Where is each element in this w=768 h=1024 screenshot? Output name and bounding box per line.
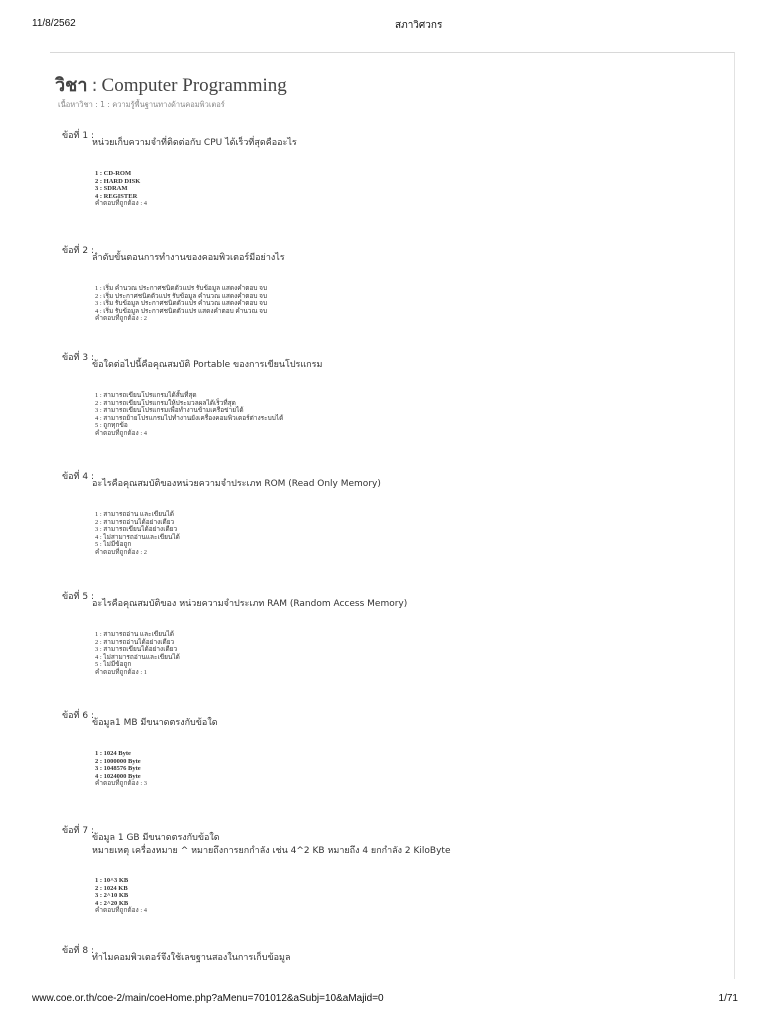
question-text-block — [92, 478, 381, 491]
correct-answer: คำตอบที่ถูกต้อง : 4 — [95, 429, 148, 437]
question-number: ข้อที่ 8 : — [62, 946, 94, 956]
question-text: ข้อมูล 1 GB มีขนาดตรงกับข้อใด — [92, 833, 220, 843]
choice-list — [95, 170, 147, 208]
choice-item: 4 : เริ่ม รับข้อมูล ประกาศชนิดตัวแปร แสดงคำตอบ คำนวณ จบ — [95, 307, 268, 315]
choice-list — [95, 285, 267, 323]
choice-item: 5 : ไม่มีข้อถูก — [95, 541, 132, 548]
question-block — [50, 469, 730, 579]
print-page-number: 1/71 — [718, 993, 738, 1004]
choice-item: 4 : สามารถย้ายโปรแกรมไปทำงานยังเครื่องคอมพิวเตอร์ต่างระบบได้ — [95, 414, 284, 422]
question-text: ทำไมคอมพิวเตอร์จึงใช้เลขฐานสองในการเก็บข้อมูล — [92, 953, 291, 963]
choice-item: 1 : 1024 Byte — [95, 750, 131, 757]
correct-answer: คำตอบที่ถูกต้อง : 3 — [95, 780, 148, 787]
question-block — [50, 350, 730, 460]
question-text: หน่วยเก็บความจำที่ติดต่อกับ CPU ได้เร็วที่สุดคืออะไร — [92, 138, 297, 148]
choice-item: 4 : REGISTER — [95, 192, 138, 200]
correct-answer: คำตอบที่ถูกต้อง : 4 — [95, 200, 148, 207]
print-page-title: สภาวิศวกร — [395, 20, 443, 31]
question-text: ลำดับขั้นตอนการทำงานของคอมพิวเตอร์มีอย่างไร — [92, 253, 285, 263]
question-text: ข้อใดต่อไปนี้คือคุณสมบัติ Portable ของการเขียนโปรแกรม — [92, 360, 323, 370]
question-number: ข้อที่ 7 : — [62, 826, 94, 836]
choice-item: 3 : สามารถเขียนได้อย่างเดียว — [95, 526, 178, 533]
choice-item: 4 : ไม่สามารถอ่านและเขียนได้ — [95, 653, 180, 661]
exam-sheet — [50, 52, 735, 979]
choice-item: 3 : SDRAM — [95, 185, 128, 192]
choice-item: 5 : ไม่มีข้อถูก — [95, 661, 132, 668]
choice-item: 4 : ไม่สามารถอ่านและเขียนได้ — [95, 533, 180, 541]
subject-separator: : — [91, 75, 98, 96]
question-block — [50, 589, 730, 699]
choice-item: 2 : สามารถอ่านได้อย่างเดียว — [95, 638, 175, 646]
correct-answer: คำตอบที่ถูกต้อง : 2 — [95, 548, 148, 556]
question-text-block — [92, 832, 451, 858]
print-header — [0, 18, 768, 32]
choice-item: 2 : เริ่ม ประกาศชนิดตัวแปร รับข้อมูล คำนวณ แสดงคำตอบ จบ — [95, 292, 268, 300]
choice-item: 2 : HARD DISK — [95, 177, 141, 185]
question-text: อะไรคือคุณสมบัติของหน่วยความจำประเภท ROM (Read Only Memory) — [92, 479, 381, 489]
choice-item: 1 : เริ่ม คำนวณ ประกาศชนิดตัวแปร รับข้อมูล แสดงคำตอบ จบ — [95, 285, 268, 292]
choice-item: 5 : ถูกทุกข้อ — [95, 422, 128, 429]
subject-label: วิชา — [55, 75, 88, 96]
choice-item: 1 : 10^3 KB — [95, 877, 129, 884]
choice-item: 4 : 1024000 Byte — [95, 772, 141, 780]
choice-item: 1 : CD-ROM — [95, 170, 132, 177]
choice-list — [95, 392, 283, 437]
question-text-block — [92, 598, 407, 611]
choice-item: 1 : สามารถอ่าน และเขียนได้ — [95, 631, 174, 638]
choice-item: 2 : 1024 KB — [95, 884, 128, 892]
topic-line: เนื้อหาวิชา : 1 : ความรู้พื้นฐานทางด้านคอมพิวเตอร์ — [58, 100, 225, 109]
question-number: ข้อที่ 4 : — [62, 472, 94, 482]
choice-item: 2 : 1000000 Byte — [95, 757, 141, 765]
choice-item: 1 : สามารถเขียนโปรแกรมได้สั้นที่สุด — [95, 392, 197, 399]
choice-list — [95, 877, 147, 915]
question-block — [50, 128, 730, 238]
subject-heading — [55, 70, 287, 99]
question-block — [50, 243, 730, 353]
question-number: ข้อที่ 3 : — [62, 353, 94, 363]
print-footer — [0, 993, 768, 1007]
choice-item: 1 : สามารถอ่าน และเขียนได้ — [95, 511, 174, 518]
choice-item: 3 : 2^10 KB — [95, 892, 129, 899]
choice-item: 3 : สามารถเขียนโปรแกรมเพื่อทำงานข้ามเครือข่ายได้ — [95, 407, 244, 414]
subject-name: Computer Programming — [101, 75, 287, 96]
question-number: ข้อที่ 2 : — [62, 246, 94, 256]
choice-item: 2 : สามารถอ่านได้อย่างเดียว — [95, 518, 175, 526]
question-text-block — [92, 137, 297, 150]
question-number: ข้อที่ 6 : — [62, 711, 94, 721]
print-url: www.coe.or.th/coe-2/main/coeHome.php?aMenu=701012&aSubj=10&aMajid=0 — [32, 993, 384, 1004]
question-number: ข้อที่ 5 : — [62, 592, 94, 602]
correct-answer: คำตอบที่ถูกต้อง : 2 — [95, 315, 148, 322]
choice-list — [95, 511, 180, 556]
question-block — [50, 708, 730, 818]
choice-item: 3 : สามารถเขียนได้อย่างเดียว — [95, 646, 178, 653]
choice-list — [95, 631, 180, 676]
correct-answer: คำตอบที่ถูกต้อง : 1 — [95, 668, 148, 676]
choice-item: 3 : 1048576 Byte — [95, 765, 141, 772]
print-date: 11/8/2562 — [32, 18, 76, 29]
correct-answer: คำตอบที่ถูกต้อง : 4 — [95, 907, 148, 914]
question-number: ข้อที่ 1 : — [62, 131, 94, 141]
question-block — [50, 943, 730, 979]
choice-item: 2 : สามารถเขียนโปรแกรมให้ประมวลผลได้เร็วที่สุด — [95, 399, 236, 407]
question-text-block — [92, 717, 218, 730]
question-block — [50, 823, 730, 933]
question-text: อะไรคือคุณสมบัติของ หน่วยความจำประเภท RAM (Random Access Memory) — [92, 599, 408, 609]
choice-item: 3 : เริ่ม รับข้อมูล ประกาศชนิดตัวแปร คำนวณ แสดงคำตอบ จบ — [95, 300, 268, 307]
question-text-block — [92, 952, 290, 965]
choice-list — [95, 750, 147, 788]
question-text-block — [92, 252, 285, 265]
question-note: หมายเหตุ เครื่องหมาย ^ หมายถึงการยกกำลัง เช่น 4^2 KB หมายถึง 4 ยกกำลัง 2 KiloByte — [92, 846, 451, 856]
question-text-block — [92, 359, 322, 372]
question-text: ข้อมูล1 MB มีขนาดตรงกับข้อใด — [92, 718, 218, 728]
choice-item: 4 : 2^20 KB — [95, 899, 129, 907]
